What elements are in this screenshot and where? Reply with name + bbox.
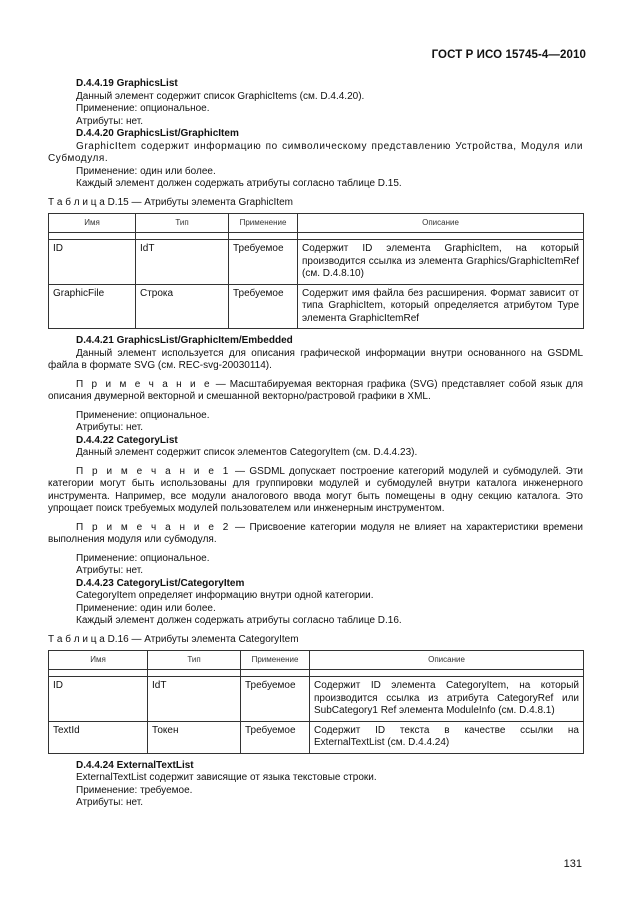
page-number: 131: [563, 858, 582, 870]
paragraph: Данный элемент содержит список GraphicItems (см. D.4.4.20).: [76, 90, 365, 102]
paragraph: Применение: один или более.: [76, 165, 216, 177]
note: П р и м е ч а н и е 1 — GSDML допускает построение категорий модулей и субмодулей. Эти категории могут быть использованы для группировки модулей и субмодулей внутри каталога инженерного инструмента. Например, все модули аналогового ввода могут быть помещены в одну секцию каталога. Это упрощает поиск требуемых модулей пользователем или инженерным инструментом.: [48, 465, 583, 514]
table-cell: Содержит ID элемента CategoryItem, на который производится ссылка из атрибута CategoryRef или SubCategory1 Ref элемента ModuleInfo (см. D.4.8.1): [310, 677, 584, 722]
table-cell: Токен: [148, 721, 241, 753]
paragraph: Каждый элемент должен содержать атрибуты согласно таблице D.16.: [76, 615, 402, 626]
table-row: [49, 721, 584, 753]
column-header: Тип: [148, 651, 241, 670]
note: П р и м е ч а н и е — Масштабируемая векторная графика (SVG) представляет собой язык для описания двумерной векторной и смешанной векторно/растровой графики в XML.: [48, 378, 583, 402]
paragraph: Применение: требуемое.: [76, 784, 193, 796]
paragraph: Применение: опциональное.: [76, 103, 210, 114]
table-cell: Содержит ID текста в качестве ссылки на ExternalTextList (см. D.4.4.24): [310, 721, 584, 753]
column-header: Применение: [229, 214, 298, 233]
table-row: [49, 284, 584, 329]
note: П р и м е ч а н и е 2 — Присвоение категории модуля не влияет на характеристики времени выполнения модуля или субмодуля.: [48, 521, 584, 545]
table-cell: Требуемое: [241, 721, 310, 753]
section-heading: D.4.4.20 GraphicsList/GraphicItem: [76, 128, 239, 139]
paragraph: Атрибуты: нет.: [76, 422, 144, 433]
paragraph: Применение: опциональное.: [76, 552, 210, 564]
column-header: Имя: [49, 651, 148, 670]
section-heading: D.4.4.22 CategoryList: [76, 434, 178, 446]
table-cell: Требуемое: [229, 240, 298, 285]
table-spacer: [49, 670, 584, 677]
paragraph: Атрибуты: нет.: [76, 565, 144, 576]
table-row: [49, 677, 584, 722]
column-header: Применение: [241, 651, 310, 670]
paragraph: GraphicItem содержит информацию по символическому представлению Устройства, Модуля или Субмодуля.: [48, 140, 583, 164]
paragraph: Данный элемент используется для описания графической информации внутри основанного на GSDML файла в формате SVG (см. REC-svg-20030114).: [48, 347, 583, 371]
table-cell: IdT: [136, 240, 229, 285]
section-heading: D.4.4.19 GraphicsList: [76, 78, 178, 89]
document-header: ГОСТ Р ИСО 15745-4—2010: [431, 49, 586, 61]
paragraph: CategoryItem определяет информацию внутри одной категории.: [76, 590, 374, 601]
table-cell: ID: [49, 677, 148, 722]
paragraph: Атрибуты: нет.: [76, 797, 144, 808]
paragraph: ExternalTextList содержит зависящие от языка текстовые строки.: [76, 772, 377, 783]
section-heading: D.4.4.21 GraphicsList/GraphicItem/Embedded: [76, 335, 293, 346]
table-caption: Т а б л и ц а D.16 — Атрибуты элемента CategoryItem: [48, 633, 299, 645]
table-cell: Требуемое: [241, 677, 310, 722]
table-cell: ID: [49, 240, 136, 285]
paragraph: Данный элемент содержит список элементов CategoryItem (см. D.4.4.23).: [76, 447, 418, 458]
table-row: [49, 240, 584, 285]
paragraph: Применение: один или более.: [76, 602, 216, 614]
table-cell: IdT: [148, 677, 241, 722]
table-cell: GraphicFile: [49, 284, 136, 329]
table-cell: Содержит ID элемента GraphicItem, на который производится ссылка из элемента Graphics/GraphicItemRef (см. D.4.8.10): [298, 240, 584, 285]
paragraph: Атрибуты: нет.: [76, 115, 144, 127]
table-cell: Требуемое: [229, 284, 298, 329]
column-header: Описание: [310, 651, 584, 670]
table-cell: Содержит имя файла без расширения. Формат зависит от типа GraphicItem, который определяется атрибутом Type элемента GraphicItemRef: [298, 284, 584, 329]
table-cell: TextId: [49, 721, 148, 753]
attributes-table-d16: [48, 650, 584, 754]
column-header: Тип: [136, 214, 229, 233]
column-header: Имя: [49, 214, 136, 233]
column-header: Описание: [298, 214, 584, 233]
attributes-table-d15: [48, 213, 584, 329]
table-cell: Строка: [136, 284, 229, 329]
table-caption: Т а б л и ц а D.15 — Атрибуты элемента GraphicItem: [48, 196, 293, 208]
section-heading: D.4.4.24 ExternalTextList: [76, 759, 194, 771]
paragraph: Каждый элемент должен содержать атрибуты согласно таблице D.15.: [76, 178, 402, 189]
paragraph: Применение: опциональное.: [76, 409, 210, 421]
section-heading: D.4.4.23 CategoryList/CategoryItem: [76, 577, 245, 589]
document-body: [48, 78, 583, 810]
table-spacer: [49, 233, 584, 240]
